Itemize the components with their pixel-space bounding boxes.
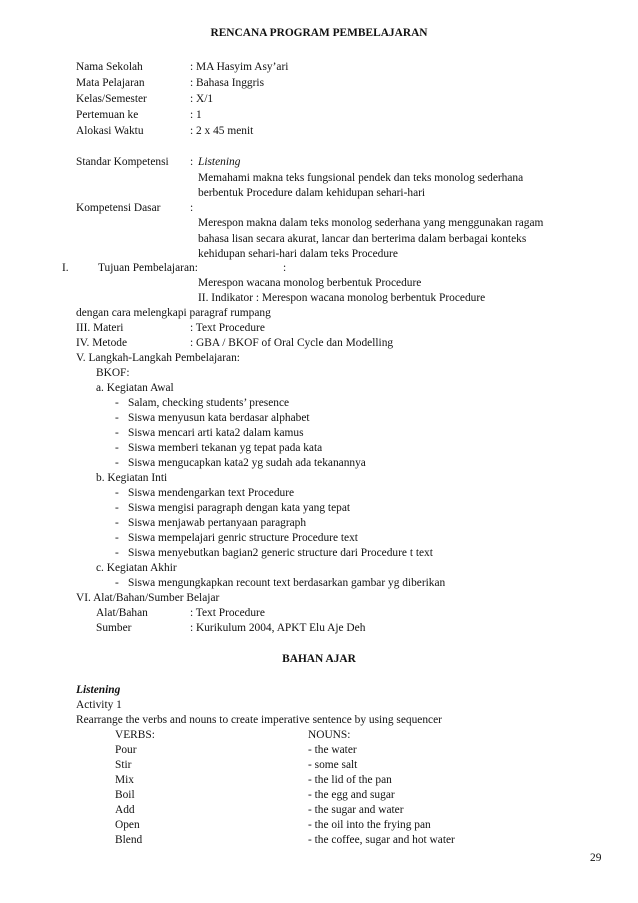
alat-heading: VI. Alat/Bahan/Sumber Belajar (76, 592, 220, 604)
verb-cell: Mix (115, 774, 134, 786)
bullet-dash: - (115, 577, 119, 589)
materi-value: : Text Procedure (190, 322, 265, 334)
noun-cell: - the oil into the frying pan (308, 819, 431, 831)
list-item: Siswa menyebutkan bagian2 generic structure dari Procedure t text (128, 547, 433, 559)
listening-heading: Listening (76, 684, 121, 696)
bahan-ajar-heading: BAHAN AJAR (282, 653, 356, 665)
list-item: Siswa menjawab pertanyaan paragraph (128, 517, 307, 529)
section-title: b. Kegiatan Inti (96, 472, 168, 484)
verbs-header: VERBS: (115, 729, 155, 741)
list-item: Siswa mendengarkan text Procedure (128, 487, 295, 499)
standar-value: Listening (198, 156, 241, 168)
standar-line: berbentuk Procedure dalam kehidupan sehari-hari (198, 187, 426, 199)
alat-label: Alat/Bahan (96, 607, 148, 619)
nouns-header: NOUNS: (308, 729, 351, 741)
identity-label: Mata Pelajaran (76, 77, 145, 89)
bullet-dash: - (115, 502, 119, 514)
bullet-dash: - (115, 442, 119, 454)
bullet-dash: - (115, 532, 119, 544)
bullet-dash: - (115, 457, 119, 469)
bullet-dash: - (115, 517, 119, 529)
activity-instruction: Rearrange the verbs and nouns to create imperative sentence by using sequencer (76, 714, 442, 726)
bullet-dash: - (115, 397, 119, 409)
noun-cell: - the lid of the pan (308, 774, 392, 786)
kompetensi-line: Merespon makna dalam teks monolog sederhana yang menggunakan ragam (198, 217, 544, 229)
tujuan-label: Tujuan Pembelajaran: (98, 262, 198, 274)
tujuan-line: Merespon wacana monolog berbentuk Procedure (198, 277, 422, 289)
noun-cell: - the egg and sugar (308, 789, 395, 801)
page-number: 29 (590, 852, 602, 864)
list-item: Siswa mengucapkan kata2 yg sudah ada tekanannya (128, 457, 366, 469)
noun-cell: - some salt (308, 759, 358, 771)
identity-label: Alokasi Waktu (76, 125, 144, 137)
alat-value: : Text Procedure (190, 607, 265, 619)
standar-colon: : (190, 156, 194, 168)
verb-cell: Blend (115, 834, 143, 846)
identity-label: Nama Sekolah (76, 61, 143, 73)
activity-label: Activity 1 (76, 699, 122, 711)
bullet-dash: - (115, 427, 119, 439)
metode-value: : GBA / BKOF of Oral Cycle dan Modelling (190, 337, 394, 349)
section-title: c. Kegiatan Akhir (96, 562, 177, 574)
tujuan-number: I. (62, 262, 69, 274)
noun-cell: - the water (308, 744, 357, 756)
sumber-label: Sumber (96, 622, 132, 634)
identity-value: : 1 (190, 109, 202, 121)
bullet-dash: - (115, 547, 119, 559)
materi-label: III. Materi (76, 322, 124, 334)
kompetensi-label: Kompetensi Dasar (76, 202, 161, 214)
list-item: Siswa menyusun kata berdasar alphabet (128, 412, 310, 424)
identity-value: : MA Hasyim Asy’ari (190, 61, 289, 73)
identity-label: Kelas/Semester (76, 93, 147, 105)
sumber-value: : Kurikulum 2004, APKT Elu Aje Deh (190, 622, 366, 634)
kompetensi-colon: : (190, 202, 194, 214)
section-title: a. Kegiatan Awal (96, 382, 174, 394)
indikator-continuation: dengan cara melengkapi paragraf rumpang (76, 307, 271, 319)
verb-cell: Stir (115, 759, 132, 771)
identity-label: Pertemuan ke (76, 109, 139, 121)
identity-value: : X/1 (190, 93, 214, 105)
langkah-heading: V. Langkah-Langkah Pembelajaran: (76, 352, 240, 364)
verb-cell: Add (115, 804, 135, 816)
identity-value: : Bahasa Inggris (190, 77, 265, 89)
verb-cell: Boil (115, 789, 135, 801)
bkof-label: BKOF: (96, 367, 130, 379)
tujuan-colon: : (283, 262, 287, 274)
metode-label: IV. Metode (76, 337, 128, 349)
indikator-line: II. Indikator : Merespon wacana monolog berbentuk Procedure (198, 292, 486, 304)
noun-cell: - the sugar and water (308, 804, 404, 816)
list-item: Siswa mengisi paragraph dengan kata yang tepat (128, 502, 351, 514)
bullet-dash: - (115, 412, 119, 424)
list-item: Siswa mengungkapkan recount text berdasarkan gambar yg diberikan (128, 577, 446, 589)
noun-cell: - the coffee, sugar and hot water (308, 834, 455, 846)
standar-label: Standar Kompetensi (76, 156, 169, 168)
verb-cell: Open (115, 819, 140, 831)
standar-line: Memahami makna teks fungsional pendek dan teks monolog sederhana (198, 172, 524, 184)
verb-cell: Pour (115, 744, 137, 756)
bullet-dash: - (115, 487, 119, 499)
kompetensi-line: bahasa lisan secara akurat, lancar dan berterima dalam berbagai konteks (198, 233, 527, 245)
list-item: Salam, checking students’ presence (128, 397, 290, 409)
page-title: RENCANA PROGRAM PEMBELAJARAN (210, 27, 428, 39)
list-item: Siswa mencari arti kata2 dalam kamus (128, 427, 304, 439)
list-item: Siswa mempelajari genric structure Procedure text (128, 532, 358, 544)
identity-value: : 2 x 45 menit (190, 125, 254, 137)
kompetensi-line: kehidupan sehari-hari dalam teks Procedure (198, 248, 398, 260)
list-item: Siswa memberi tekanan yg tepat pada kata (128, 442, 323, 454)
